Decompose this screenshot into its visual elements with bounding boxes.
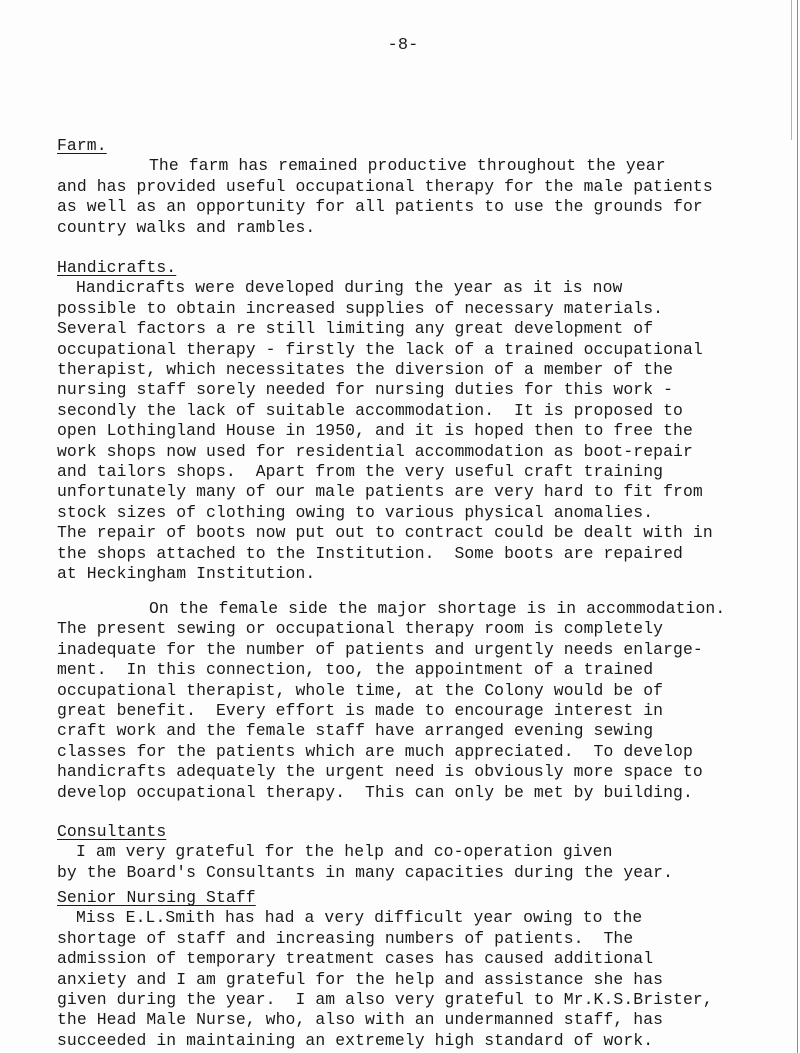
nursing-line-1: Miss E.L.Smith has had a very difficult year owing to the xyxy=(76,908,643,928)
nursing-line-4: anxiety and I am grateful for the help and assistance she has xyxy=(57,969,664,989)
nursing-line-3: admission of temporary treatment cases has caused additional xyxy=(57,949,654,969)
female-line-6: great benefit. Every effort is made to encourage interest in xyxy=(57,701,664,721)
section-heading-farm: Farm. xyxy=(57,136,107,155)
nursing-line-6: the Head Male Nurse, who, also with an undermanned staff, has xyxy=(57,1010,664,1030)
handicrafts-line-13: The repair of boots now put out to contract could be dealt with in xyxy=(57,523,713,543)
farm-line-3: as well as an opportunity for all patients to use the grounds for xyxy=(57,197,703,217)
handicrafts-line-14: the shops attached to the Institution. Some boots are repaired xyxy=(57,543,683,563)
section-consultants xyxy=(57,822,787,883)
handicrafts-line-9: work shops now used for residential accommodation as boot-repair xyxy=(57,441,693,461)
section-heading-senior-nursing-staff: Senior Nursing Staff xyxy=(57,888,256,907)
handicrafts-line-2: possible to obtain increased supplies of necessary materials. xyxy=(57,298,664,318)
handicrafts-line-11: unfortunately many of our male patients are very hard to fit from xyxy=(57,482,703,502)
farm-line-4: country walks and rambles. xyxy=(57,217,316,237)
female-line-9: handicrafts adequately the urgent need is obviously more space to xyxy=(57,762,703,782)
handicrafts-line-10: and tailors shops. Apart from the very useful craft training xyxy=(57,462,664,482)
handicrafts-line-8: open Lothingland House in 1950, and it is hoped then to free the xyxy=(57,421,693,441)
female-line-5: occupational therapist, whole time, at the Colony would be of xyxy=(57,680,664,700)
farm-line-1: The farm has remained productive throughout the year xyxy=(149,156,666,176)
female-line-1: On the female side the major shortage is in accommodation. xyxy=(149,599,726,618)
handicrafts-line-12: stock sizes of clothing owing to various physical anomalies. xyxy=(57,502,654,522)
handicrafts-line-3: Several factors a re still limiting any great development of xyxy=(57,319,654,339)
section-heading-handicrafts: Handicrafts. xyxy=(57,258,177,277)
handicrafts-line-4: occupational therapy - firstly the lack of a trained occupational xyxy=(57,339,703,359)
female-line-7: craft work and the female staff have arranged evening sewing xyxy=(57,721,654,741)
female-line-4: ment. In this connection, too, the appointment of a trained xyxy=(57,660,654,680)
nursing-line-2: shortage of staff and increasing numbers of patients. The xyxy=(57,928,634,948)
nursing-line-7: succeeded in maintaining an extremely high standard of work. xyxy=(57,1030,654,1050)
female-line-2: The present sewing or occupational therapy room is completely xyxy=(57,619,664,639)
nursing-line-5: given during the year. I am also very grateful to Mr.K.S.Brister, xyxy=(57,990,713,1010)
female-line-3: inadequate for the number of patients and urgently needs enlarge- xyxy=(57,639,703,659)
farm-line-2: and has provided useful occupational therapy for the male patients xyxy=(57,176,713,196)
handicrafts-line-15: at Heckingham Institution. xyxy=(57,564,316,584)
scan-edge-line xyxy=(797,0,798,1053)
consultants-line-1: I am very grateful for the help and co-operation given xyxy=(76,842,613,862)
female-line-8: classes for the patients which are much appreciated. To develop xyxy=(57,741,693,761)
handicrafts-line-1: Handicrafts were developed during the year as it is now xyxy=(76,278,623,298)
page-number: -8- xyxy=(387,36,419,55)
consultants-line-2: by the Board's Consultants in many capacities during the year. xyxy=(57,862,674,882)
female-line-10: develop occupational therapy. This can only be met by building. xyxy=(57,782,693,802)
handicrafts-line-7: secondly the lack of suitable accommodation. It is proposed to xyxy=(57,400,683,420)
section-heading-consultants: Consultants xyxy=(57,822,167,841)
scan-edge-line-inner xyxy=(791,0,792,140)
section-farm xyxy=(57,136,787,238)
section-handicrafts-female xyxy=(57,599,787,803)
section-handicrafts xyxy=(57,258,787,585)
handicrafts-line-5: therapist, which necessitates the diversion of a member of the xyxy=(57,360,674,380)
handicrafts-line-6: nursing staff sorely needed for nursing duties for this work - xyxy=(57,380,674,400)
section-senior-nursing-staff xyxy=(57,888,787,1051)
